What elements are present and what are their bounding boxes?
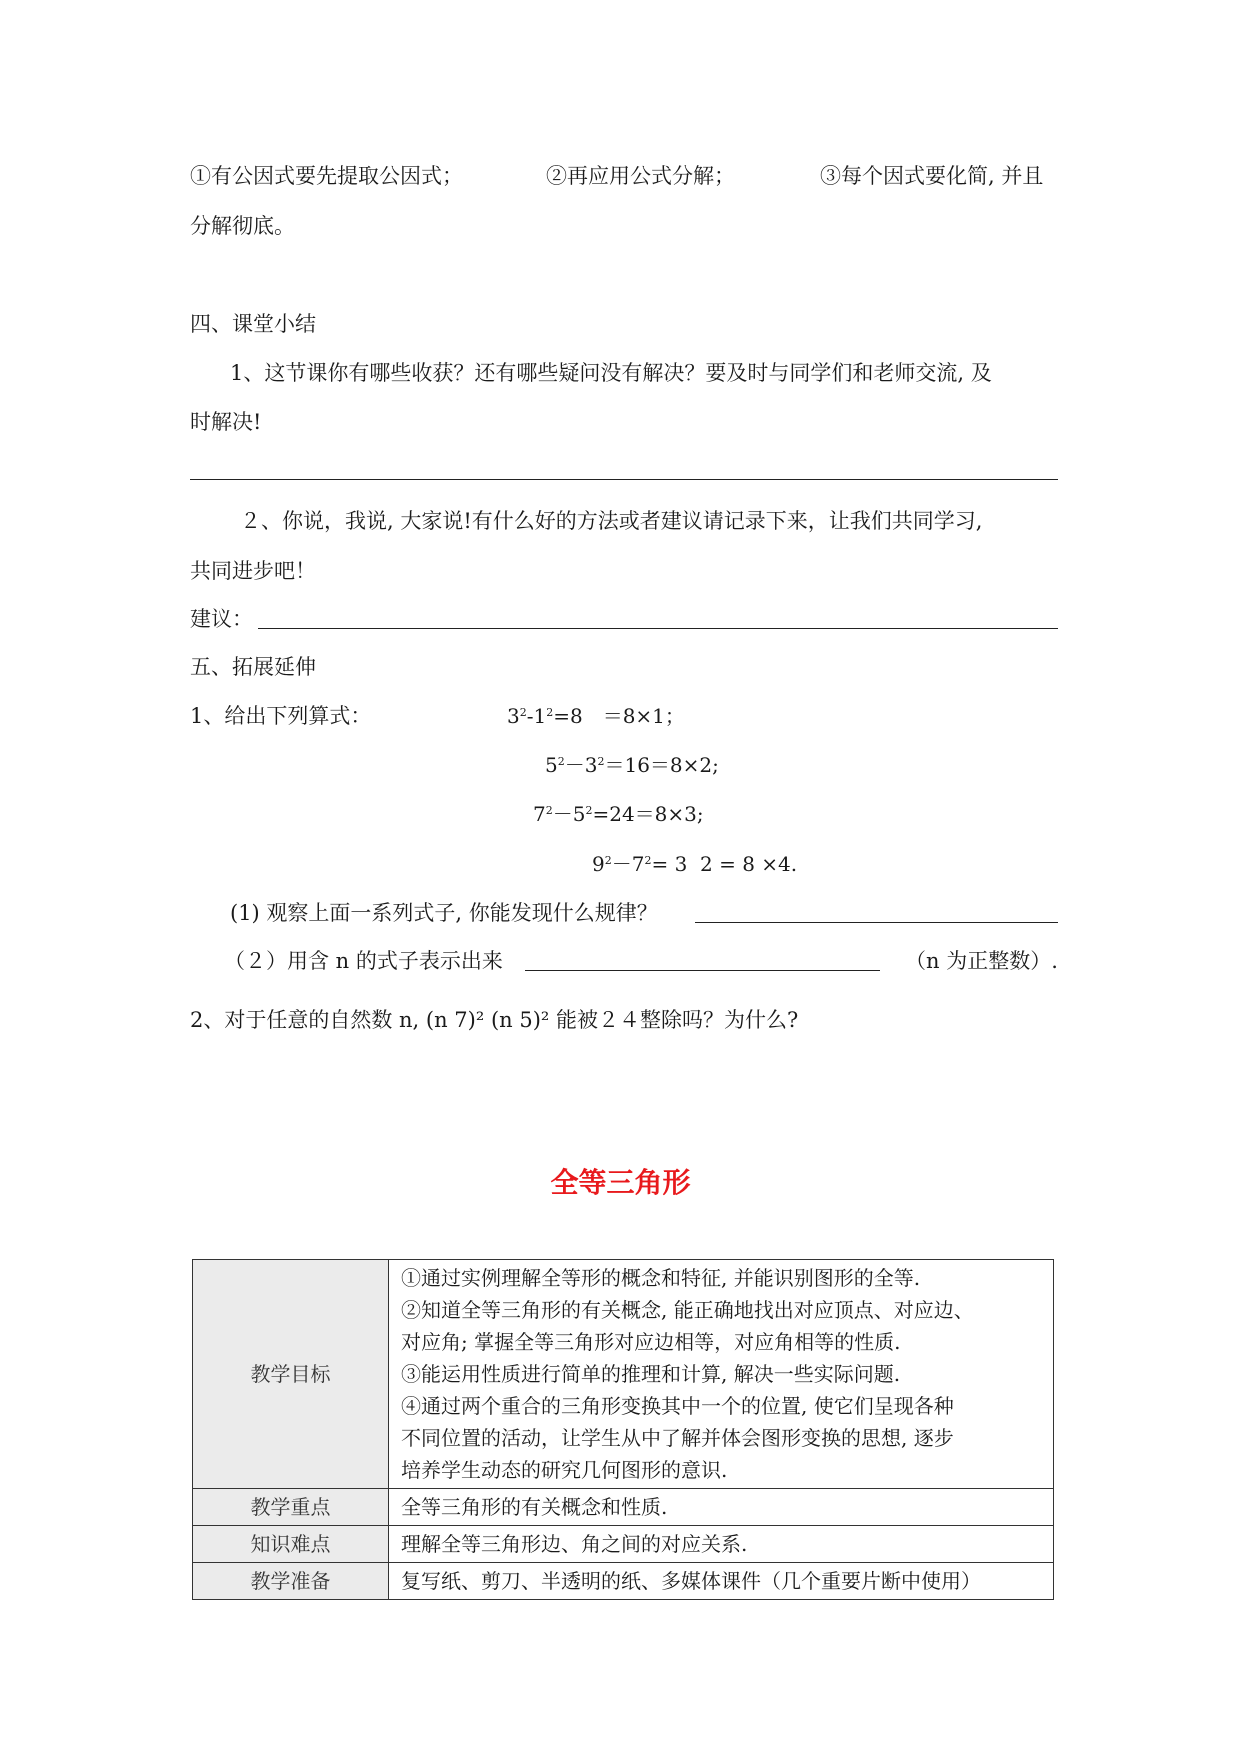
summary-item-2: ２、你说，我说, 大家说!有什么好的方法或者建议请记录下来，让我们共同学习,: [240, 509, 983, 533]
suggestion-line[interactable]: [258, 628, 1058, 629]
steps-continuation: 分解彻底。: [190, 214, 295, 238]
table-row: [193, 1563, 1054, 1600]
section-5-heading: 五、拓展延伸: [190, 655, 316, 679]
goal-line: 培养学生动态的研究几何图形的意识.: [401, 1458, 728, 1482]
table-row: [193, 1526, 1054, 1563]
formula-3: $7^2-5^2=24=8\times 3$;: [533, 802, 704, 826]
row-label: 知识难点: [193, 1526, 389, 1563]
question-1-part-2: （２）用含 n 的式子表示出来: [224, 949, 503, 973]
row-label: 教学重点: [193, 1489, 389, 1526]
row-content: 复写纸、剪刀、半透明的纸、多媒体课件（几个重要片断中使用）: [389, 1563, 1054, 1600]
section-4-heading: 四、课堂小结: [190, 312, 316, 336]
summary-item-1-cont: 时解决!: [190, 410, 262, 434]
document-title: 全等三角形: [550, 1166, 691, 1199]
row-content: 全等三角形的有关概念和性质.: [389, 1489, 1054, 1526]
step-1: ①有公因式要先提取公因式；: [190, 164, 463, 188]
goal-line: ④通过两个重合的三角形变换其中一个的位置, 使它们呈现各种: [401, 1394, 954, 1418]
row-label: 教学目标: [193, 1260, 389, 1489]
question-2: 2、对于任意的自然数 n, (n 7)² (n 5)² 能被２４整除吗？为什么?: [190, 1008, 799, 1032]
goal-line: ①通过实例理解全等形的概念和特征, 并能识别图形的全等.: [401, 1266, 921, 1290]
formula-1: $3^2-1^2=8$ ＝8×1；: [507, 704, 685, 728]
row-content: [389, 1260, 1054, 1489]
step-2: ②再应用公式分解；: [546, 164, 735, 188]
goal-line: 对应角; 掌握全等三角形对应边相等，对应角相等的性质.: [401, 1330, 901, 1354]
expression-answer-line[interactable]: [525, 970, 880, 971]
table-row: [193, 1260, 1054, 1489]
question-1-label: 1、给出下列算式：: [190, 704, 372, 728]
answer-line[interactable]: [190, 479, 1058, 480]
goal-line: ②知道全等三角形的有关概念, 能正确地找出对应顶点、对应边、: [401, 1298, 974, 1322]
row-content: 理解全等三角形边、角之间的对应关系.: [389, 1526, 1054, 1563]
goal-line: 不同位置的活动，让学生从中了解并体会图形变换的思想, 逐步: [401, 1426, 954, 1450]
summary-item-1: 1、这节课你有哪些收获？还有哪些疑问没有解决？要及时与同学们和老师交流, 及: [230, 361, 992, 385]
goal-line: ③能运用性质进行简单的推理和计算, 解决一些实际问题.: [401, 1362, 901, 1386]
teaching-table: [192, 1259, 1054, 1600]
pattern-answer-line[interactable]: [695, 922, 1058, 923]
step-3: ③每个因式要化简, 并且: [820, 164, 1044, 188]
question-1-part-2-note: （n 为正整数）.: [905, 949, 1058, 973]
table-row: [193, 1489, 1054, 1526]
summary-item-2-cont: 共同进步吧！: [190, 559, 316, 583]
suggestion-label: 建议：: [190, 607, 253, 631]
formula-2: $5^2-3^2=16=8\times 2$;: [545, 753, 719, 777]
row-label: 教学准备: [193, 1563, 389, 1600]
question-1-part-1: (1) 观察上面一系列式子, 你能发现什么规律？: [230, 901, 658, 925]
formula-4: $9^2-7^2= 3$ 2 = 8 ×4.: [592, 852, 798, 876]
